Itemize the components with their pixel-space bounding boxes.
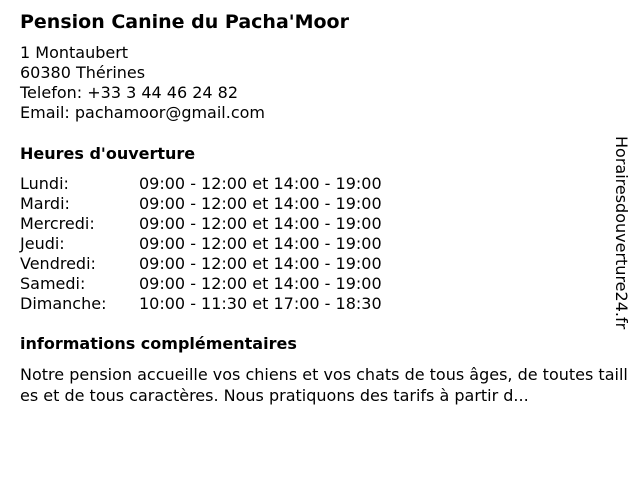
- site-watermark: Horairesdouverture24.fr: [612, 136, 631, 330]
- time-range: 10:00 - 11:30 et 17:00 - 18:30: [139, 294, 382, 313]
- time-range: 09:00 - 12:00 et 14:00 - 19:00: [139, 234, 382, 253]
- time-range: 09:00 - 12:00 et 14:00 - 19:00: [139, 214, 382, 233]
- day-label: Vendredi:: [20, 254, 96, 273]
- email-address: Email: pachamoor@gmail.com: [20, 103, 266, 122]
- phone-number: Telefon: +33 3 44 46 24 82: [20, 83, 239, 102]
- day-label: Mercredi:: [20, 214, 95, 233]
- address-block: [20, 43, 265, 123]
- day-label: Dimanche:: [20, 294, 107, 313]
- additional-info-text: Notre pension accueille vos chiens et vos chats de tous âges, de toutes tailles et de tous caractères. Nous pratiquons des tarifs à partir d...: [20, 365, 628, 405]
- time-range: 09:00 - 12:00 et 14:00 - 19:00: [139, 174, 382, 193]
- street-address: 1 Montaubert: [20, 43, 129, 62]
- day-label: Jeudi:: [20, 234, 65, 253]
- additional-info-heading: informations complémentaires: [20, 334, 297, 353]
- time-range: 09:00 - 12:00 et 14:00 - 19:00: [139, 274, 382, 293]
- day-label: Mardi:: [20, 194, 70, 213]
- city-postcode: 60380 Thérines: [20, 63, 146, 82]
- day-label: Lundi:: [20, 174, 69, 193]
- day-label: Samedi:: [20, 274, 86, 293]
- opening-hours-heading: Heures d'ouverture: [20, 144, 196, 163]
- time-range: 09:00 - 12:00 et 14:00 - 19:00: [139, 254, 382, 273]
- business-name: Pension Canine du Pacha'Moor: [20, 11, 349, 33]
- time-range: 09:00 - 12:00 et 14:00 - 19:00: [139, 194, 382, 213]
